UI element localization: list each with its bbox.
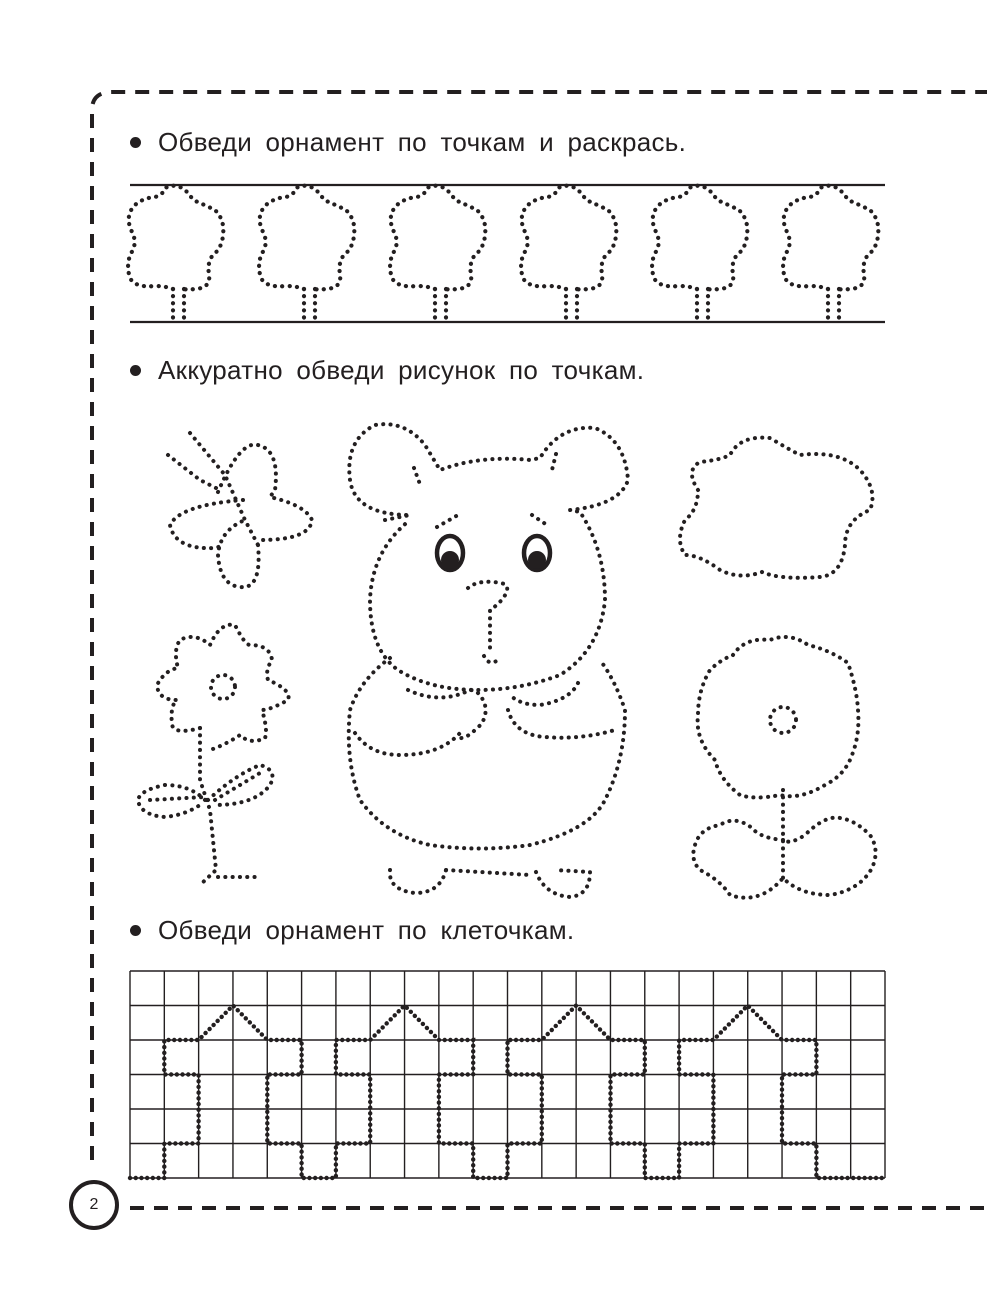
task-3-text: Обведи орнамент по клеточкам. (158, 915, 575, 945)
page-number-badge (69, 1180, 119, 1230)
task-1-text: Обведи орнамент по точкам и раскрась. (158, 127, 687, 157)
page-number: 2 (89, 1196, 99, 1213)
task-2-text: Аккуратно обведи рисунок по точкам. (158, 355, 645, 385)
